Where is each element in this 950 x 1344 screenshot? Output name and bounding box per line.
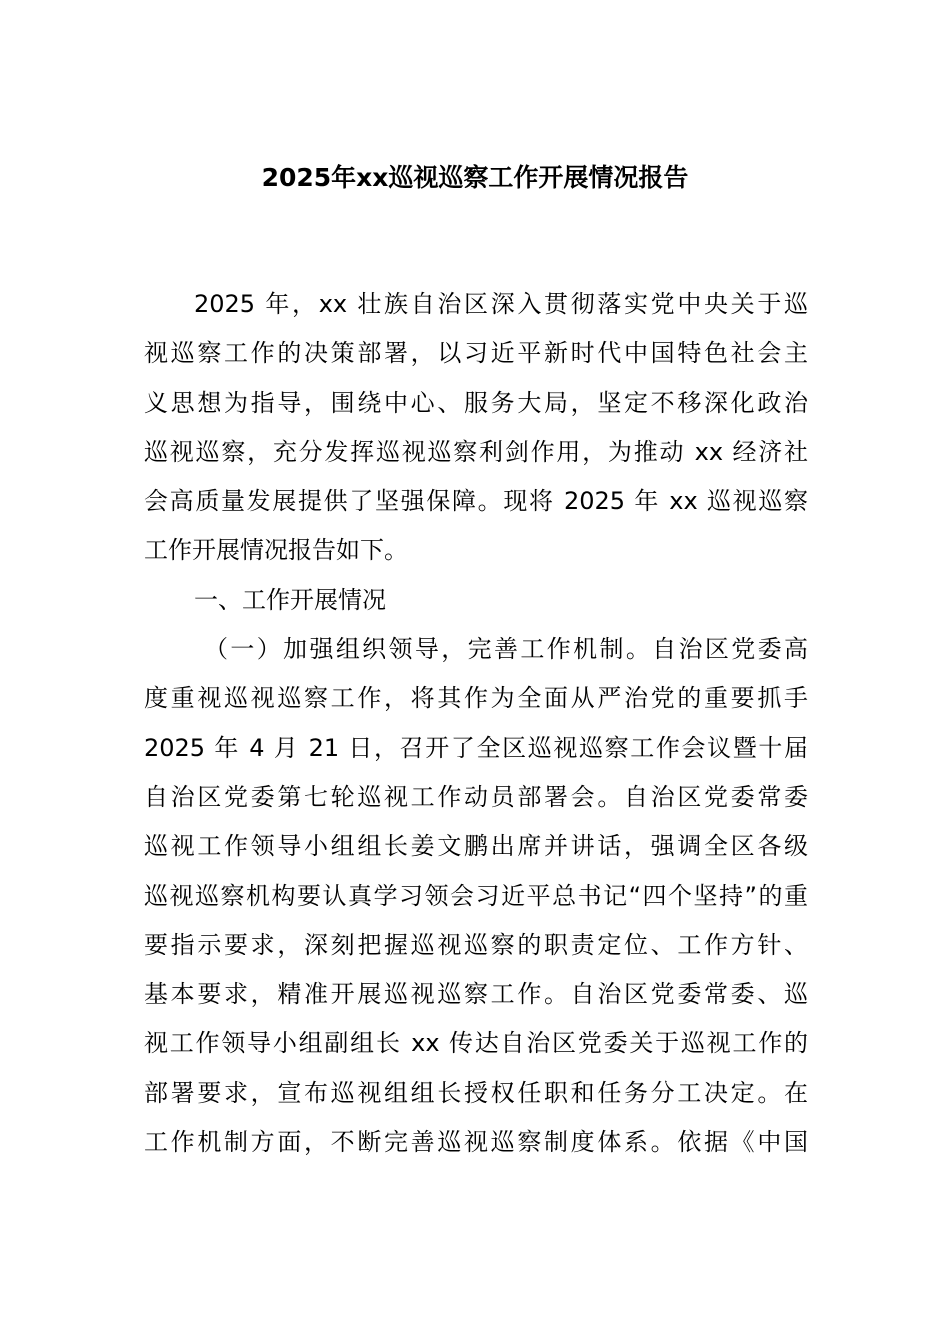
paragraph-line: 巡视巡察，充分发挥巡视巡察利剑作用，为推动 xx 经济社 [144, 437, 808, 466]
paragraph-line: 义思想为指导，围绕中心、服务大局，坚定不移深化政治 [144, 388, 808, 417]
paragraph-line: 基本要求，精准开展巡视巡察工作。自治区党委常委、巡 [144, 980, 808, 1009]
section-heading: 一、工作开展情况 [194, 585, 386, 614]
paragraph-line: 度重视巡视巡察工作，将其作为全面从严治党的重要抓手 [144, 684, 808, 713]
paragraph-line: 视工作领导小组副组长 xx 传达自治区党委关于巡视工作的 [144, 1029, 808, 1058]
paragraph-line: 视巡察工作的决策部署，以习近平新时代中国特色社会主 [144, 339, 808, 368]
paragraph-line: 巡视工作领导小组组长姜文鹏出席并讲话，强调全区各级 [144, 832, 808, 861]
paragraph-line: 工作机制方面，不断完善巡视巡察制度体系。依据《中国 [144, 1128, 808, 1157]
paragraph-line: 会高质量发展提供了坚强保障。现将 2025 年 xx 巡视巡察 [144, 487, 808, 516]
paragraph-line: 2025 年 4 月 21 日，召开了全区巡视巡察工作会议暨十届 [144, 733, 808, 762]
subsection-heading-line: （一）加强组织领导，完善工作机制。自治区党委高 [204, 635, 808, 664]
paragraph-line: 2025 年，xx 壮族自治区深入贯彻落实党中央关于巡 [194, 290, 808, 318]
paragraph-line: 自治区党委第七轮巡视工作动员部署会。自治区党委常委 [144, 782, 808, 811]
document-title: 2025年xx巡视巡察工作开展情况报告 [261, 163, 689, 192]
document-body [144, 280, 808, 1167]
paragraph-line: 要指示要求，深刻把握巡视巡察的职责定位、工作方针、 [144, 930, 808, 959]
paragraph-line: 巡视巡察机构要认真学习领会习近平总书记“四个坚持”的重 [144, 881, 808, 910]
paragraph-line: 工作开展情况报告如下。 [144, 536, 408, 565]
paragraph-line: 部署要求，宣布巡视组组长授权任职和任务分工决定。在 [144, 1078, 808, 1107]
